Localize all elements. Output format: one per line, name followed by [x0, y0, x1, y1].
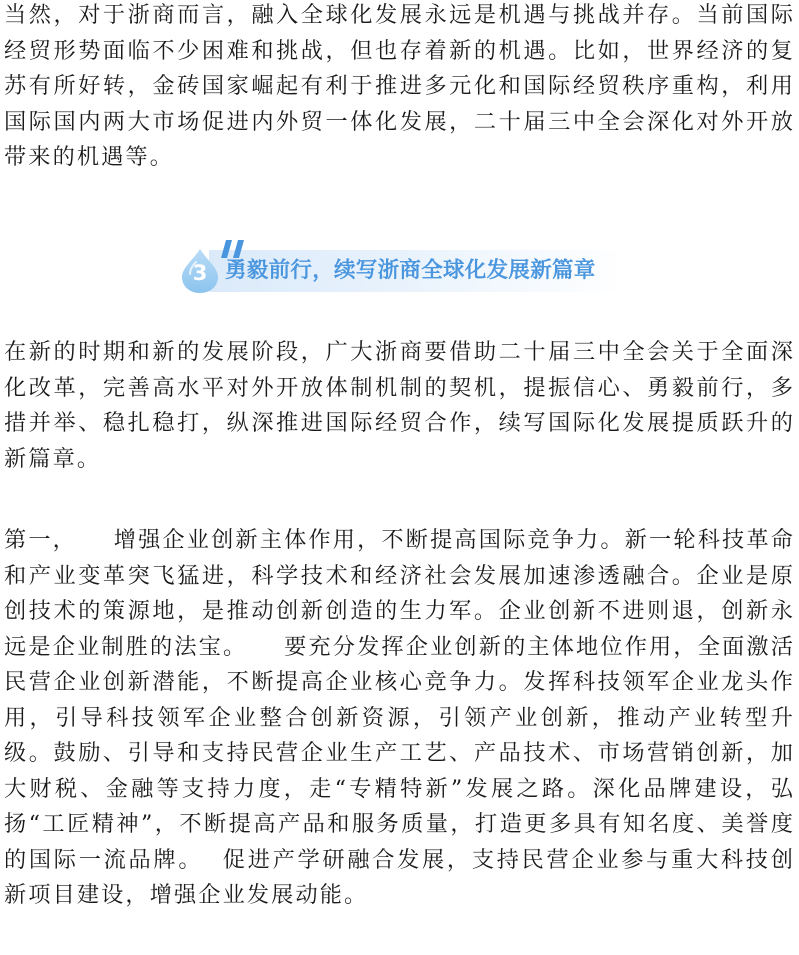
paragraph-opportunities: 当然，对于浙商而言，融入全球化发展永远是机遇与挑战并存。当前国际经贸形势面临不少困难和挑战，但也存着新的机遇。比如，世界经济的复苏有所好转，金砖国家崛起有利于推进多元化和国际经贸秩序重构，利用国际国内两大市场促进内外贸一体化发展，二十届三中全会深化对外开放带来的机遇等。: [4, 2, 795, 170]
section-heading: [175, 238, 625, 304]
section-title: 勇毅前行，续写浙商全球化发展新篇章: [225, 258, 596, 283]
paragraph-first-point: 第一， 增强企业创新主体作用，不断提高国际竞争力。新一轮科技革命和产业变革突飞猛进，科学技术和经济社会发展加速渗透融合。企业是原创技术的策源地，是推动创新创造的生力军。企业创新不进则退，创新永远是企业制胜的法宝。 要充分发挥企业创新的主体地位作用，全面激活民营企业创新潜能，不断提高企业核心竞争力。发挥科技领军企业龙头作用，引导科技领军企业整合创新资源，引领产业创新，推动产业转型升级。鼓励、引导和支持民营企业生产工艺、产品技术、市场营销创新，加大财税、金融等支持力度，走“专精特新”发展之路。深化品牌建设，弘扬“工匠精神”，不断提高产品和服务质量，打造更多具有知名度、美誉度的国际一流品牌。 促进产学研融合发展，支持民营企业参与重大科技创新项目建设，增强企业发展动能。: [4, 527, 795, 908]
paragraph-new-era: 在新的时期和新的发展阶段，广大浙商要借助二十届三中全会关于全面深化改革，完善高水平对外开放体制机制的契机，提振信心、勇毅前行，多措并举、稳扎稳打，纵深推进国际经贸合作，续写国际化发展提质跃升的新篇章。: [4, 339, 795, 472]
section-number: 3: [192, 261, 208, 285]
